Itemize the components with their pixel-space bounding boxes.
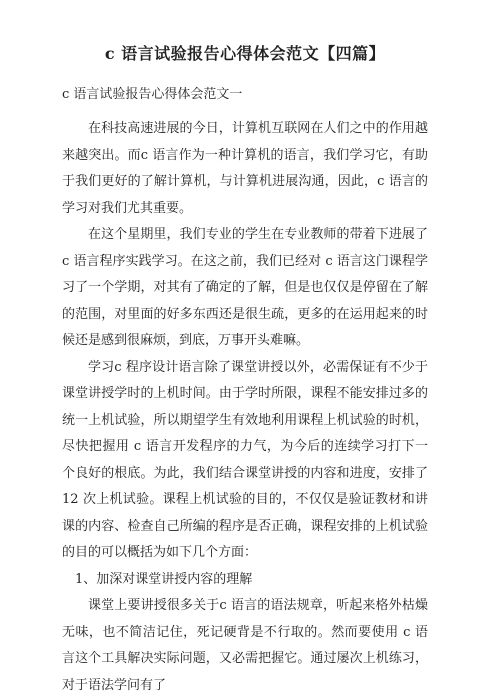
paragraph-3: 学习c 程序设计语言除了课堂讲授以外，必需保证有不少于课堂讲授学时的上机时间。由于学时所限，课程不能安排过多的统一上机试验，所以期望学生有效地利用课程上机试验的时机，尽快把握用 c 语言开发程序的力气，为今后的连续学习打下一个良好的根底。为此，我们结合课堂讲授的内容和进度，安排了 12 次上机试验。课程上机试验的目的，不仅仅是验证教材和讲课的内容、检查自己所编的程序是否正确，课程安排的上机试验的目的可以概括为如下几个方面： (62, 359, 428, 560)
paragraph-2: 在这个星期里，我们专业的学生在专业教师的带着下进展了 c 语言程序实践学习。在这之前，我们已经对 c 语言这门课程学习了一个学期，对其有了确定的了解，但是也仅仅是停留在了解的范围，对里面的好多东西还是很生疏，更多的在运用起来的时候还是感到很麻烦，到底，万事开头难嘛。 (62, 227, 428, 348)
paragraph-1: 在科技高速进展的今日，计算机互联网在人们之中的作用越来越突出。而c 语言作为一种计算机的语言，我们学习它，有助于我们更好的了解计算机，与计算机进展沟通，因此，c 语言的学习对我们尤其重要。 (62, 121, 428, 216)
document-title: c 语言试验报告心得体会范文【四篇】 (104, 44, 386, 63)
section-heading: c 语言试验报告心得体会范文一 (62, 87, 243, 102)
paragraph-4: 课堂上要讲授很多关于c 语言的语法规章，听起来格外枯燥无味，也不简洁记住，死记硬背是不行取的。然而要使用 c 语言这个工具解决实际问题，又必需把握它。通过屡次上机练习，对于语法学问有了 (62, 598, 428, 693)
subheading-1: 1、加深对课堂讲授内容的理解 (75, 571, 253, 587)
